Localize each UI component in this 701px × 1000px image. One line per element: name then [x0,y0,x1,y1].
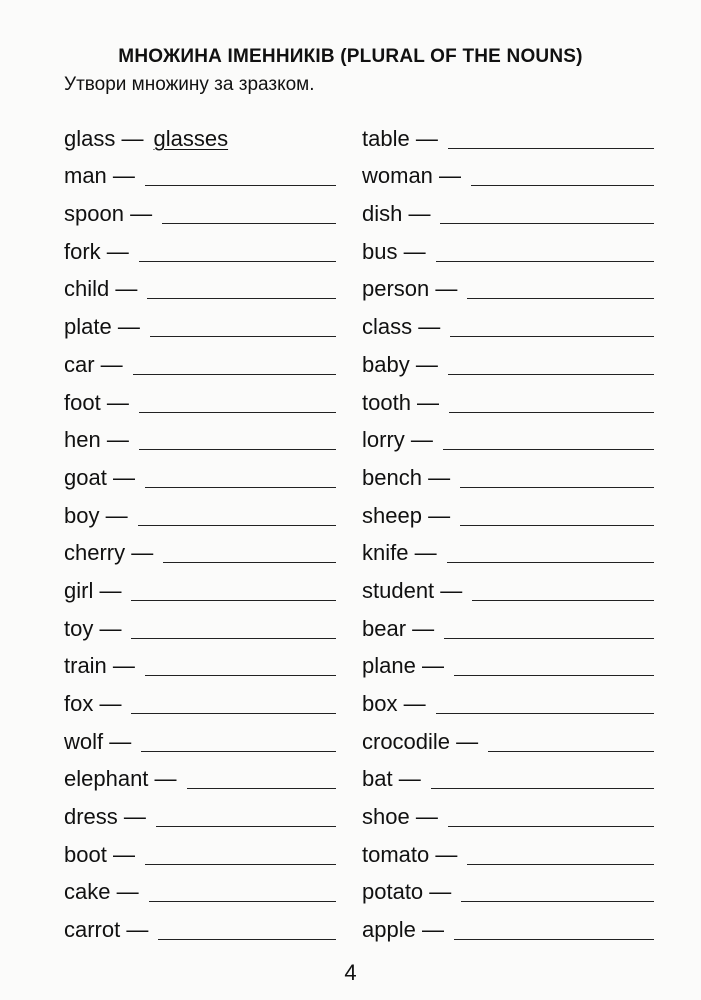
singular-noun: boot [64,841,107,867]
answer-blank-line[interactable] [187,787,336,789]
answer-blank-line[interactable] [139,411,336,413]
exercise-row [64,570,664,608]
dash-separator: — [421,464,451,490]
answer-blank-line[interactable] [145,863,336,865]
answer-blank-line[interactable] [147,297,336,299]
exercise-item-right [362,721,654,759]
singular-noun: student [362,577,435,603]
exercise-item-right [362,306,654,344]
exercise-item-left [64,193,336,231]
exercise-item-left [64,306,336,344]
answer-blank-line[interactable] [150,335,336,337]
exercise-row [64,909,664,947]
dash-separator: — [415,653,444,679]
singular-noun: train [64,653,107,679]
exercise-item-left [64,533,336,571]
singular-noun: baby [362,351,410,377]
dash-separator: — [106,653,135,679]
answer-blank-line[interactable] [141,750,336,752]
exercise-item-right [362,269,654,307]
answer-blank-line[interactable] [436,712,654,714]
exercise-item-left [64,834,336,872]
answer-blank-line[interactable] [447,561,654,563]
answer-blank-line[interactable] [156,825,336,827]
exercise-item-left [64,759,336,797]
answer-blank-line[interactable] [145,674,336,676]
dash-separator: — [409,351,438,377]
singular-noun: class [362,314,413,340]
page-number: 4 [344,960,357,985]
answer-blank-line[interactable] [444,637,654,639]
exercise-grid [64,118,664,947]
dash-separator: — [100,238,129,264]
singular-noun: potato [362,879,424,905]
exercise-item-left [64,608,336,646]
answer-blank-line[interactable] [460,486,654,488]
dash-separator: — [125,540,154,566]
exercise-item-right [362,533,654,571]
exercise-item-right [362,796,654,834]
exercise-row [64,533,664,571]
dash-separator: — [106,464,135,490]
exercise-row [64,118,664,156]
exercise-row [64,382,664,420]
exercise-item-right [362,156,654,194]
exercise-item-left [64,382,336,420]
exercise-item-right [362,420,654,458]
answer-blank-line[interactable] [443,448,654,450]
answer-blank-line[interactable] [431,787,654,789]
dash-separator: — [117,804,146,830]
dash-separator: — [423,879,452,905]
dash-separator: — [392,766,421,792]
exercise-item-left [64,118,336,156]
singular-noun: elephant [64,766,149,792]
exercise-item-left [64,646,336,684]
exercise-row [64,231,664,269]
singular-noun: plate [64,314,112,340]
dash-separator: — [432,163,462,189]
exercise-item-left [64,570,336,608]
singular-noun: child [64,276,110,302]
dash-separator: — [109,276,138,302]
singular-noun: crocodile [362,728,451,754]
exercise-item-left [64,457,336,495]
exercise-item-left [64,796,336,834]
dash-separator: — [429,276,458,302]
dash-separator: — [397,691,426,716]
dash-separator: — [93,577,122,603]
singular-noun: man [64,163,107,189]
singular-noun: cake [64,879,111,905]
exercise-item-right [362,457,654,495]
answer-blank-line[interactable] [488,750,654,752]
singular-noun: knife [362,540,409,566]
dash-separator: — [93,691,122,716]
dash-separator: — [409,804,438,830]
exercise-item-right [362,495,654,533]
dash-separator: — [406,615,435,641]
answer-blank-line[interactable] [145,486,336,488]
answer-blank-line[interactable] [131,637,336,639]
singular-noun: fork [64,238,101,264]
dash-separator: — [397,238,426,264]
exercise-item-left [64,872,336,910]
answer-blank-line[interactable] [467,297,654,299]
singular-noun: lorry [362,427,405,453]
exercise-row [64,646,664,684]
dash-separator: — [408,540,437,566]
exercise-item-left [64,495,336,533]
page-title: МНОЖИНА ІМЕННИКІВ (PLURAL OF THE NOUNS) [118,46,583,67]
answer-blank-line[interactable] [162,222,336,224]
dash-separator: — [450,728,479,754]
singular-noun: shoe [362,804,410,830]
exercise-item-right [362,646,654,684]
dash-separator: — [94,351,123,377]
singular-noun: boy [64,502,100,528]
dash-separator: — [106,163,135,189]
answer-blank-line[interactable] [450,335,654,337]
exercise-item-right [362,759,654,797]
exercise-item-left [64,156,336,194]
answer-blank-line[interactable] [149,900,336,902]
dash-separator: — [106,841,135,867]
singular-noun: foot [64,389,101,415]
answer-blank-line[interactable] [461,900,654,902]
dash-separator: — [412,314,441,340]
answer-blank-line[interactable] [138,524,336,526]
singular-noun: sheep [362,502,422,528]
dash-separator: — [123,201,153,227]
exercise-item-right [362,608,654,646]
answer-blank-line[interactable] [145,184,336,186]
dash-separator: — [429,841,458,867]
singular-noun: toy [64,615,94,641]
singular-noun: car [64,351,95,377]
singular-noun: apple [362,917,416,943]
dash-separator: — [409,125,438,151]
singular-noun: cherry [64,540,126,566]
answer-blank-line[interactable] [158,938,336,940]
exercise-item-right [362,834,654,872]
exercise-item-left [64,344,336,382]
exercise-row [64,683,664,721]
singular-noun: bench [362,464,422,490]
singular-noun: woman [362,163,433,189]
singular-noun: girl [64,577,94,603]
exercise-item-right [362,118,654,156]
dash-separator: — [410,389,440,415]
singular-noun: goat [64,464,107,490]
exercise-item-left [64,721,336,759]
singular-noun: wolf [64,728,104,754]
singular-noun: bear [362,615,407,641]
dash-separator: — [100,389,129,415]
singular-noun: hen [64,427,101,453]
exercise-item-right [362,382,654,420]
dash-separator: — [415,917,444,943]
answer-blank-line[interactable] [460,524,654,526]
exercise-row [64,872,664,910]
dash-separator: — [100,427,129,453]
sample-answer: glasses [153,125,229,151]
exercise-row [64,495,664,533]
dash-separator: — [120,917,149,943]
singular-noun: dish [362,201,403,227]
exercise-row [64,269,664,307]
singular-noun: box [362,691,398,716]
exercise-item-right [362,344,654,382]
answer-blank-line[interactable] [448,373,654,375]
answer-blank-line[interactable] [448,825,654,827]
exercise-row [64,796,664,834]
answer-blank-line[interactable] [131,599,336,601]
singular-noun: plane [362,653,416,679]
answer-blank-line[interactable] [472,599,654,601]
answer-blank-line[interactable] [448,147,654,149]
answer-blank-line[interactable] [454,674,654,676]
dash-separator: — [434,577,463,603]
instruction-text: Утвори множину за зразком. [64,74,315,95]
dash-separator: — [110,879,139,905]
exercise-row [64,420,664,458]
answer-blank-line[interactable] [133,373,336,375]
exercise-item-right [362,193,654,231]
dash-separator: — [111,314,140,340]
singular-noun: dress [64,804,118,830]
answer-blank-line[interactable] [467,863,654,865]
exercise-item-left [64,420,336,458]
dash-separator: — [99,502,128,528]
dash-separator: — [404,427,433,453]
singular-noun: table [362,125,410,151]
exercise-item-left [64,269,336,307]
exercise-row [64,193,664,231]
exercise-row [64,156,664,194]
singular-noun: spoon [64,201,124,227]
singular-noun: bus [362,238,398,264]
singular-noun: carrot [64,917,121,943]
dash-separator: — [148,766,177,792]
exercise-row [64,759,664,797]
exercise-item-right [362,570,654,608]
dash-separator: — [421,502,451,528]
answer-blank-line[interactable] [139,260,336,262]
singular-noun: tomato [362,841,430,867]
singular-noun: fox [64,691,94,716]
exercise-row [64,457,664,495]
singular-noun: tooth [362,389,411,415]
exercise-row [64,344,664,382]
singular-noun: bat [362,766,393,792]
answer-blank-line[interactable] [131,712,336,714]
answer-blank-line[interactable] [454,938,654,940]
exercise-item-left [64,683,336,721]
exercise-item-right [362,872,654,910]
dash-separator: — [402,201,431,227]
exercise-item-left [64,231,336,269]
exercise-row [64,608,664,646]
dash-separator: — [93,615,122,641]
exercise-item-right [362,231,654,269]
singular-noun: person [362,276,430,302]
exercise-item-right [362,909,654,947]
exercise-item-left [64,909,336,947]
answer-blank-line[interactable] [471,184,654,186]
singular-noun: glass [64,125,116,151]
exercise-row [64,306,664,344]
exercise-row [64,834,664,872]
answer-blank-line[interactable] [139,448,336,450]
answer-blank-line[interactable] [436,260,654,262]
answer-blank-line[interactable] [163,561,336,563]
dash-separator: — [103,728,132,754]
dash-separator: — [115,125,144,151]
answer-blank-line[interactable] [449,411,654,413]
exercise-item-right [362,683,654,721]
exercise-row [64,721,664,759]
answer-blank-line[interactable] [440,222,654,224]
